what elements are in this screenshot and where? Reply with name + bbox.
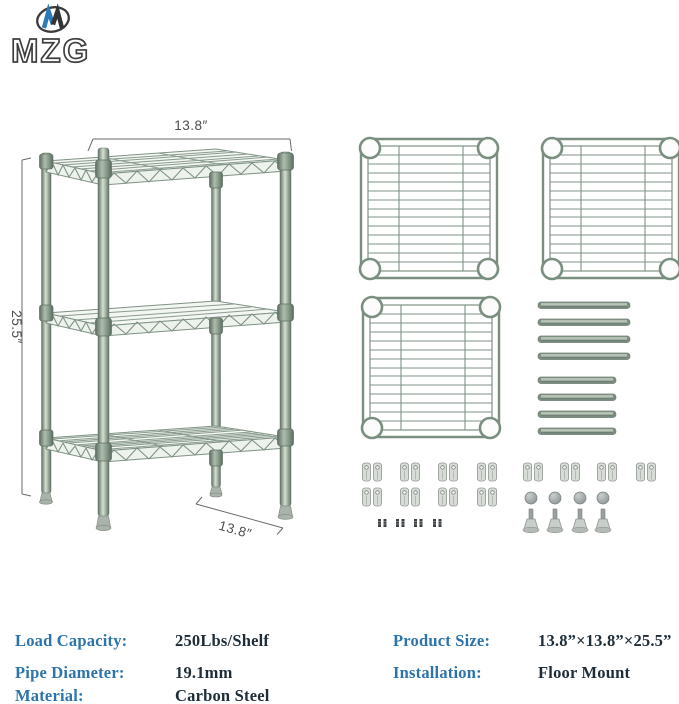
depth-label: 13.8″	[217, 517, 254, 542]
spec-value: 13.8”×13.8”×25.5”	[538, 631, 672, 650]
dimension-width	[88, 118, 292, 151]
spec-label: Material:	[15, 686, 84, 704]
spec-table	[0, 631, 679, 704]
logo-wordmark: MZG	[11, 32, 91, 69]
shelf-panel-2	[542, 138, 679, 279]
spec-value: 250Lbs/Shelf	[175, 631, 270, 650]
assembled-rack	[40, 148, 294, 531]
rack-middle-shelf	[46, 301, 286, 336]
dimension-depth	[196, 497, 283, 542]
rack-top-shelf	[46, 149, 286, 185]
spec-label: Load Capacity:	[15, 631, 128, 650]
rack-feet	[40, 487, 294, 531]
shelf-panel-1	[360, 138, 498, 279]
spec-label: Product Size:	[393, 631, 491, 650]
shelf-panel-3	[362, 297, 500, 438]
dimension-height	[9, 158, 31, 496]
sleeve-clips	[363, 463, 656, 506]
pole-pipes-short	[538, 377, 616, 435]
leveling-feet	[523, 509, 611, 533]
rack-bottom-shelf	[46, 426, 286, 462]
spec-label: Installation:	[393, 663, 482, 682]
top-caps	[525, 492, 609, 504]
spec-value: Carbon Steel	[175, 686, 270, 704]
spec-value: Floor Mount	[538, 663, 631, 682]
spec-value: 19.1mm	[175, 663, 233, 682]
width-label: 13.8″	[174, 118, 208, 133]
screws	[378, 519, 442, 527]
height-label: 25.5″	[9, 310, 24, 344]
spec-label: Pipe Diameter:	[15, 663, 125, 682]
pole-pipes-long	[538, 302, 630, 360]
